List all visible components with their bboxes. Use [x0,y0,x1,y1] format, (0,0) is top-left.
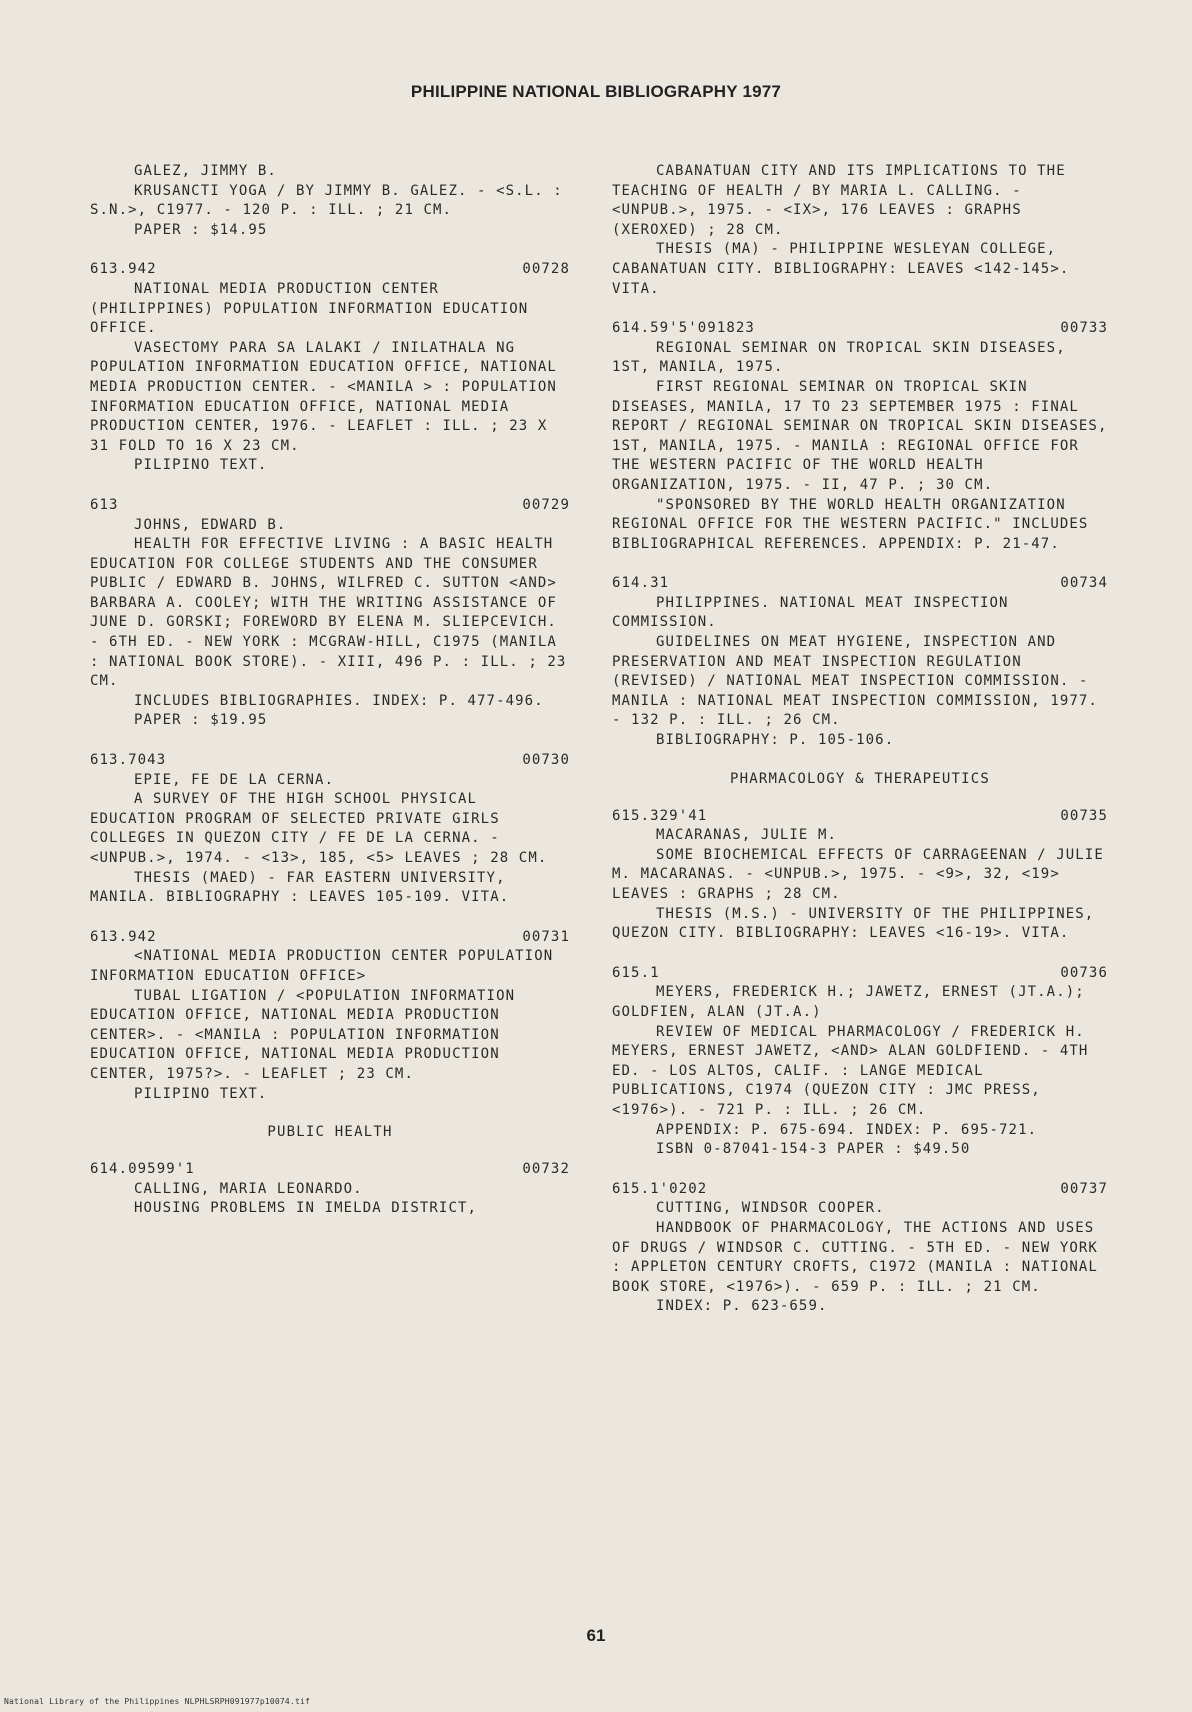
bibliography-entry [612,807,1108,944]
entry-header [612,807,1108,827]
entry-header [90,496,570,516]
entry-text: FIRST REGIONAL SEMINAR ON TROPICAL SKIN DISEASES, MANILA, 17 TO 23 SEPTEMBER 1975 : FINAL REPORT / REGIONAL SEMINAR ON TROPICAL SKIN DISEASES, 1ST, MANILA, 1975. - MANILA : REGIONAL OFFICE FOR THE WESTERN PACIFIC OF THE WORLD HEALTH ORGANIZATION, 1975. - II, 47 P. ; 30 CM. [612,378,1108,493]
call-number: 615.329'41 [612,807,708,824]
entry-heading: CALLING, MARIA LEONARDO. [134,1180,363,1197]
entry-text: KRUSANCTI YOGA / BY JIMMY B. GALEZ. - <S.L. : S.N.>, C1977. - 120 P. : ILL. ; 21 CM. [90,182,563,219]
entry-text: PAPER : $14.95 [134,221,268,238]
footer-source-line: National Library of the Philippines NLPHLSRPH091977p10074.tif [4,1697,311,1706]
call-number: 614.09599'1 [90,1161,195,1178]
page-title: PHILIPPINE NATIONAL BIBLIOGRAPHY 1977 [410,82,782,101]
entry-heading: MACARANAS, JULIE M. [656,827,838,844]
bibliography-entry [90,162,570,240]
entry-text: TUBAL LIGATION / <POPULATION INFORMATION EDUCATION OFFICE, NATIONAL MEDIA PRODUCTION CENTER>. - <MANILA : POPULATION INFORMATION EDUCATION OFFICE, NATIONAL MEDIA PRODUCTION CENTER, 1975?>. - LEAFLET ; 23 CM. [90,987,516,1082]
entry-text: REVIEW OF MEDICAL PHARMACOLOGY / FREDERICK H. MEYERS, ERNEST JAWETZ, <AND> ALAN GOLDFIEND. - 4TH ED. - LOS ALTOS, CALIF. : LANGE MEDICAL PUBLICATIONS, C1974 (QUEZON CITY : JMC PRESS, <1976>). - 721 P. : ILL. ; 26 CM. [612,1023,1089,1118]
entry-text: THESIS (MA) - PHILIPPINE WESLEYAN COLLEGE, CABANATUAN CITY. BIBLIOGRAPHY: LEAVES <142-145>. VITA. [612,241,1070,297]
bibliography-entry [612,1180,1108,1317]
entry-header [612,964,1108,984]
right-column [612,162,1108,1337]
entry-heading: NATIONAL MEDIA PRODUCTION CENTER (PHILIPPINES) POPULATION INFORMATION EDUCATION OFFICE. [90,280,529,337]
call-number: 613 [90,496,119,513]
entry-text: GUIDELINES ON MEAT HYGIENE, INSPECTION AND PRESERVATION AND MEAT INSPECTION REGULATION (REVISED) / NATIONAL MEAT INSPECTION COMMISSION. - MANILA : NATIONAL MEAT INSPECTION COMMISSION, 1977. - 132 P. : ILL. ; 26 CM. [612,634,1098,729]
entry-heading: PHILIPPINES. NATIONAL MEAT INSPECTION COMMISSION. [612,594,1009,631]
entry-heading: <NATIONAL MEDIA PRODUCTION CENTER POPULATION INFORMATION EDUCATION OFFICE> [90,948,554,984]
entry-text: "SPONSORED BY THE WORLD HEALTH ORGANIZATION REGIONAL OFFICE FOR THE WESTERN PACIFIC." INCLUDES BIBLIOGRAPHICAL REFERENCES. APPENDIX: P. 21-47. [612,496,1089,552]
entry-heading: CUTTING, WINDSOR COOPER. [656,1200,885,1217]
call-number: 613.942 [90,261,157,278]
bibliography-entry [612,964,1108,1160]
entry-header [90,260,570,280]
call-number: 614.59'5'091823 [612,320,755,337]
call-number: 613.7043 [90,752,167,769]
entry-heading: EPIE, FE DE LA CERNA. [134,771,335,788]
entry-text: HEALTH FOR EFFECTIVE LIVING : A BASIC HEALTH EDUCATION FOR COLLEGE STUDENTS AND THE CONSUMER PUBLIC / EDWARD B. JOHNS, WILFRED C. SUTTON <AND> BARBARA A. COOLEY; WITH THE WRITING ASSISTANCE OF JUNE D. GORSKI; FOREWORD BY ELENA M. SLIEPCEVICH. - 6TH ED. - NEW YORK : MCGRAW-HILL, C1975 (MANILA : NATIONAL BOOK STORE). - XIII, 496 P. : ILL. ; 23 CM. [90,536,567,690]
entry-text: BIBLIOGRAPHY: P. 105-106. [656,732,895,749]
entry-text: PILIPINO TEXT. [134,457,268,474]
entry-number: 00735 [1060,807,1108,824]
entry-text: A SURVEY OF THE HIGH SCHOOL PHYSICAL EDUCATION PROGRAM OF SELECTED PRIVATE GIRLS COLLEGES IN QUEZON CITY / FE DE LA CERNA. - <UNPUB.>, 1974. - <13>, 185, <5> LEAVES ; 28 CM. [90,791,548,866]
entry-header [90,928,570,948]
entry-number: 00730 [522,752,570,769]
bibliography-entry [612,319,1108,554]
bibliography-entry [90,1160,570,1219]
entry-text: THESIS (MAED) - FAR EASTERN UNIVERSITY, MANILA. BIBLIOGRAPHY : LEAVES 105-109. VITA. [90,869,510,906]
bibliography-entry [612,574,1108,750]
entry-header [612,1180,1108,1200]
call-number: 614.31 [612,575,670,592]
entry-number: 00736 [1060,964,1108,981]
call-number: 613.942 [90,928,157,945]
call-number: 615.1'0202 [612,1180,708,1197]
bibliography-entry [90,928,570,1104]
entry-heading: REGIONAL SEMINAR ON TROPICAL SKIN DISEASES, 1ST, MANILA, 1975. [612,339,1066,376]
entry-text: SOME BIOCHEMICAL EFFECTS OF CARRAGEENAN / JULIE M. MACARANAS. - <UNPUB.>, 1975. - <9>, 32, <19> LEAVES : GRAPHS ; 28 CM. [612,846,1104,902]
entry-header [612,574,1108,594]
entry-number: 00729 [522,496,570,513]
section-heading: PUBLIC HEALTH [267,1124,393,1141]
section-heading: PHARMACOLOGY & THERAPEUTICS [730,770,990,787]
entry-text: INDEX: P. 623-659. [656,1298,828,1315]
entry-heading: MEYERS, FREDERICK H.; JAWETZ, ERNEST (JT.A.); GOLDFIEN, ALAN (JT.A.) [612,984,1085,1020]
entry-number: 00732 [522,1161,570,1178]
entry-text: INCLUDES BIBLIOGRAPHIES. INDEX: P. 477-496. [134,692,544,709]
entry-number: 00728 [522,261,570,278]
entry-text: PILIPINO TEXT. [134,1085,268,1102]
entry-header [90,1160,570,1180]
entry-text: ISBN 0-87041-154-3 PAPER : $49.50 [656,1141,971,1158]
bibliography-entry [612,162,1108,299]
entry-number: 00731 [522,928,570,945]
bibliography-entry [90,260,570,476]
entry-heading: CABANATUAN CITY AND ITS IMPLICATIONS TO THE TEACHING OF HEALTH / BY MARIA L. CALLING. - <UNPUB.>, 1975. - <IX>, 176 LEAVES : GRAPHS (XEROXED) ; 28 CM. [612,163,1066,238]
entry-number: 00737 [1060,1180,1108,1197]
entry-text: PAPER : $19.95 [134,712,268,729]
entry-number: 00733 [1060,320,1108,337]
entry-text: APPENDIX: P. 675-694. INDEX: P. 695-721. [656,1121,1038,1138]
bibliography-entry [90,496,570,731]
entry-text: HOUSING PROBLEMS IN IMELDA DISTRICT, [134,1200,478,1217]
entry-heading: GALEZ, JIMMY B. [134,163,277,179]
page-number: 61 [586,1626,606,1645]
entry-header [612,319,1108,339]
entry-text: THESIS (M.S.) - UNIVERSITY OF THE PHILIPPINES, QUEZON CITY. BIBLIOGRAPHY: LEAVES <16-19>. VITA. [612,905,1095,942]
bibliography-entry [90,751,570,908]
left-column [90,162,570,1239]
entry-text: HANDBOOK OF PHARMACOLOGY, THE ACTIONS AND USES OF DRUGS / WINDSOR C. CUTTING. - 5TH ED. - NEW YORK : APPLETON CENTURY CROFTS, C1972 (MANILA : NATIONAL BOOK STORE, <1976>). - 659 P. : ILL. ; 21 CM. [612,1219,1098,1295]
entry-number: 00734 [1060,575,1108,592]
entry-heading: JOHNS, EDWARD B. [134,516,287,533]
entry-text: VASECTOMY PARA SA LALAKI / INILATHALA NG POPULATION INFORMATION EDUCATION OFFICE, NATIONAL MEDIA PRODUCTION CENTER. - <MANILA > : POPULATION INFORMATION EDUCATION OFFICE, NATIONAL MEDIA PRODUCTION CENTER, 1976. - LEAFLET : ILL. ; 23 X 31 FOLD TO 16 X 23 CM. [90,339,557,454]
call-number: 615.1 [612,964,660,981]
entry-header [90,751,570,771]
